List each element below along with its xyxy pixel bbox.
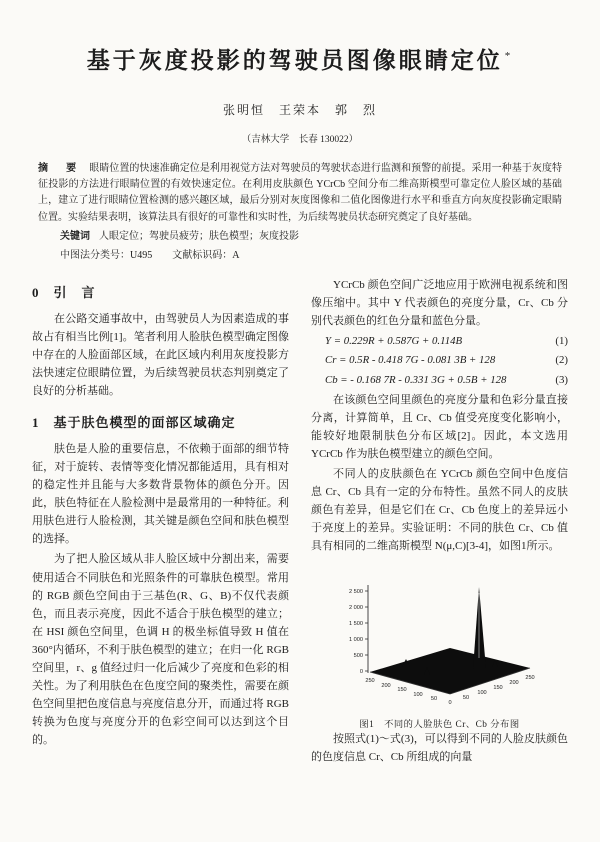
x-tick-200: 200: [380, 683, 391, 690]
abstract-label: 摘 要: [38, 163, 81, 174]
clc-line: 中图法分类号：U495 文献标识码：A: [60, 249, 240, 261]
x-tick-0: 0: [447, 700, 452, 707]
paper-title: [87, 42, 514, 75]
abstract-text: 眼睛位置的快速准确定位是利用视觉方法对驾驶员的驾驶状态进行监测和预警的前提。采用一种基于灰度特征投影的方法进行眼睛位置的有效快速定位。在利用皮肤颜色 YCrCb 空间分布二维高斯模型可靠定位人脸区域的基础上，建立了进行眼睛位置检测的感兴趣区域，最后分别对灰度图像和二值化图像进行水平和垂直方向灰度投影确定眼睛位置。实验结果表明，该算法具有很好的可靠性和实时性，为后续驾驶员状态研究奠定了良好基础。: [38, 163, 563, 223]
ycrcb-intro-paragraph: YCrCb 颜色空间广泛地应用于欧洲电视系统和图像压缩中。其中 Y 代表颜色的亮度分量，Cr、Cb 分别代表颜色的红色分量和蓝色分量。: [311, 279, 568, 328]
figure-1-caption: 图1 不同的人脸肤色 Cr、Cb 分布图: [359, 720, 520, 731]
equation-3-body: Cb = - 0.168 7R - 0.331 3G + 0.5B + 128: [325, 373, 507, 386]
histogram-peak-spike: [473, 587, 486, 669]
equation-2: [311, 352, 568, 368]
affiliation-line: （吉林大学 长春 130022）: [241, 135, 359, 145]
y-tick-150: 150: [492, 685, 503, 692]
y-tick-200: 200: [508, 680, 519, 687]
x-tick-100: 100: [412, 692, 423, 699]
y-tick-250: 250: [524, 675, 535, 682]
section-1-paragraph-2: 为了把人脸区域从非人脸区域中分割出来，需要使用适合不同肤色和光照条件的可靠肤色模型。常用的 RGB 颜色空间由于三基色(R、G、B)不仅代表颜色，而且表示亮度，因此不适合于肤色模型的建立；在 HSI 颜色空间里，色调 H 的极坐标值导致 H 值在 360°内循环，不利于肤色模型的建立；在归一化 RGB 空间里，r、g 值经过归一化后减少了亮度和色彩的相关性。为了利用肤色在色度空间的聚类性，需要在颜色空间里把色度信息与亮度信息分开，而通过将 RGB 转换为色度与亮度分开的色彩空间可以达到这个目的。: [32, 553, 289, 746]
z-tick-2000: 2 000: [348, 605, 363, 612]
x-tick-150: 150: [396, 687, 407, 694]
x-tick-250: 250: [364, 678, 375, 685]
ycrcb-advantage-paragraph: 在该颜色空间里颜色的亮度分量和色彩分量直接分离，计算简单，且 Cr、Cb 值受亮度变化影响小，能较好地限制肤色分布区域[2]。因此，本文选用 YCrCb 作为肤色模型建立的颜色空间。: [311, 393, 568, 460]
figure-1-3d-histogram: [324, 563, 556, 713]
z-tick-500: 500: [353, 653, 363, 660]
equation-1-number: (1): [555, 335, 568, 348]
equation-1: [311, 333, 568, 349]
z-tick-0: 0: [359, 669, 363, 676]
z-tick-1500: 1 500: [348, 621, 363, 628]
title-block: [32, 42, 568, 75]
keywords-label: 关键词: [60, 230, 90, 242]
closing-paragraph: 按照式(1)～式(3)，可以得到不同的人脸皮肤颜色的色度信息 Cr、Cb 所组成的向量: [311, 733, 568, 764]
abstract-paragraph: [38, 161, 562, 226]
section-1-heading: 1 基于肤色模型的面部区域确定: [32, 415, 236, 431]
figure-1: [311, 563, 568, 730]
section-0-paragraph: 在公路交通事故中，由驾驶员人为因素造成的事故占有相当比例[1]。笔者利用人脸肤色模型确定图像中存在的人脸面部区域，在此区域内利用灰度投影方法快速定位眼睛位置，为后续驾驶员状态判别奠定了良好的分析基础。: [32, 313, 289, 398]
right-column: [311, 276, 568, 768]
section-1-paragraph-1: 肤色是人脸的重要信息，不依赖于面部的细节特征，对于旋转、表情等变化情况都能适用，具有相对的稳定性并且能与大多数背景物体的颜色分开。因此，肤色特征在人脸检测中是最常用的一种特征。利用肤色进行人脸检测，其关键是颜色空间和肤色模型的选择。: [32, 443, 289, 546]
left-column: [32, 276, 289, 768]
x-tick-50: 50: [430, 696, 437, 703]
z-tick-2500: 2 500: [348, 589, 363, 596]
two-column-body: [32, 276, 568, 768]
equation-1-body: Y = 0.229R + 0.587G + 0.114B: [325, 335, 463, 348]
paper-title-text: 基于灰度投影的驾驶员图像眼睛定位: [86, 48, 503, 73]
equation-3-number: (3): [555, 373, 568, 386]
y-tick-50: 50: [462, 695, 469, 702]
authors-line: 张明恒 王荣本 郭 烈: [222, 103, 377, 117]
section-0-heading: 0 引 言: [32, 285, 96, 301]
gaussian-model-paragraph: 不同人的皮肤颜色在 YCrCb 颜色空间中色度信息 Cr、Cb 具有一定的分布特性。虽然不同人的皮肤颜色有差异，但是它们在 Cr、Cb 色度上的差异远小于亮度上的差异。实验证明：不同的肤色 Cr、Cb 值具有相同的二维高斯模型 N(μ,C)[3-4]，如图1所示。: [311, 467, 568, 553]
equation-2-body: Cr = 0.5R - 0.418 7G - 0.081 3B + 128: [325, 354, 496, 367]
equation-3: [311, 372, 568, 388]
keywords-text: 人眼定位；驾驶员疲劳；肤色模型；灰度投影: [99, 230, 299, 242]
z-tick-1000: 1 000: [348, 637, 363, 644]
title-footnote-mark: *: [504, 50, 514, 63]
y-tick-100: 100: [476, 690, 487, 697]
abstract-block: [38, 161, 562, 264]
keywords-line: [38, 229, 562, 245]
equation-2-number: (2): [555, 354, 568, 367]
